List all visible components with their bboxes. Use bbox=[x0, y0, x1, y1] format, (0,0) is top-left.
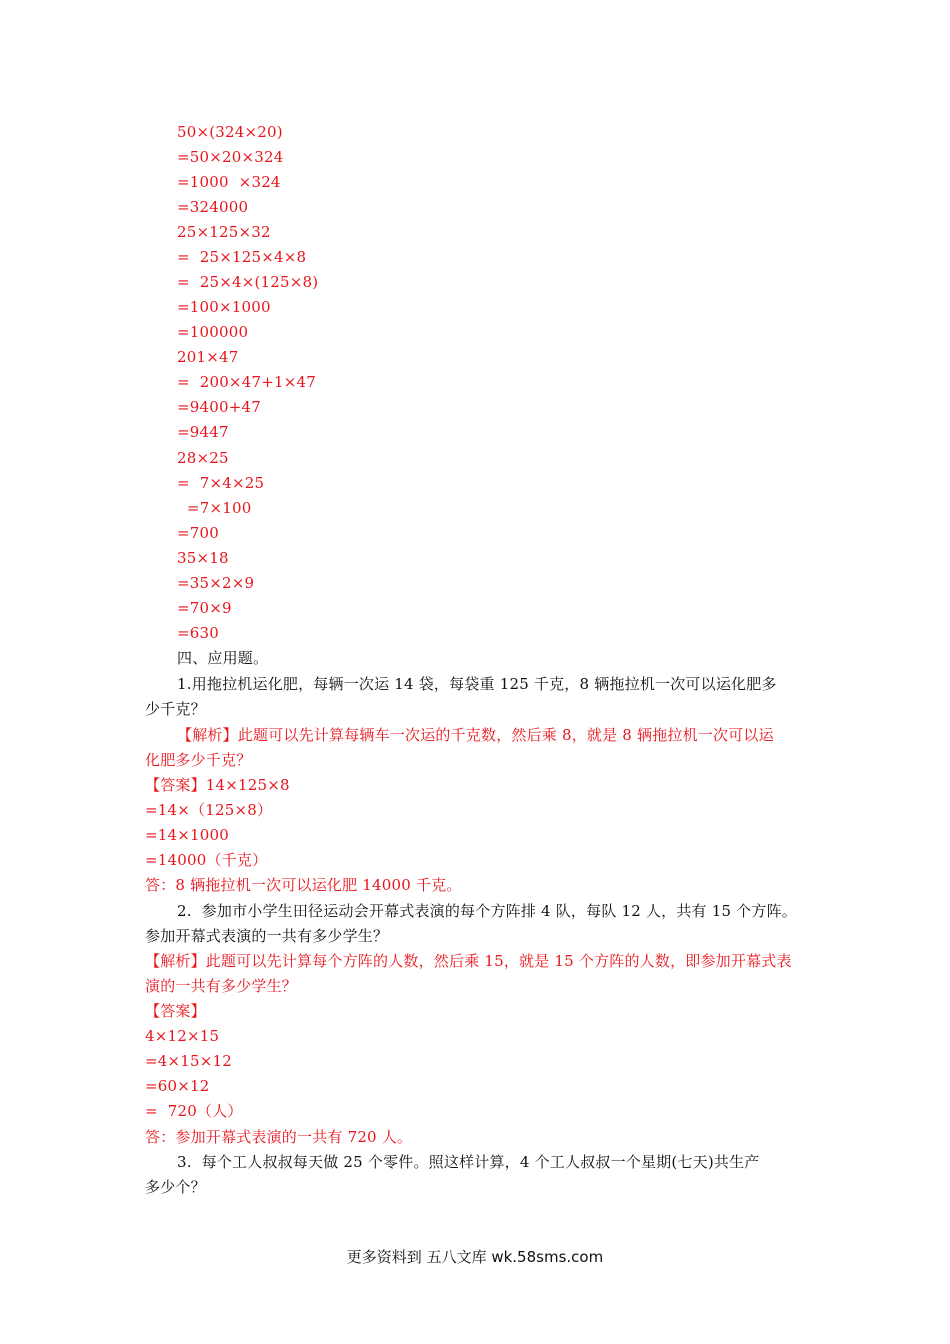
calc-line: = 25×4×(125×8) bbox=[177, 273, 319, 291]
answer-line: 4×12×15 bbox=[145, 1027, 220, 1045]
section-title: 四、应用题。 bbox=[177, 649, 269, 667]
calc-line: =9447 bbox=[177, 423, 229, 441]
calc-line: =700 bbox=[177, 524, 219, 542]
calc-line: =100000 bbox=[177, 323, 249, 341]
calc-line: 25×125×32 bbox=[177, 223, 271, 241]
calc-line: =324000 bbox=[177, 198, 249, 216]
analysis-line: 【解析】此题可以先计算每个方阵的人数，然后乘 15，就是 15 个方阵的人数，即参加开幕式表 bbox=[145, 952, 792, 970]
calc-line: =1000 ×324 bbox=[177, 173, 281, 191]
calc-line: =7×100 bbox=[177, 499, 252, 517]
calc-line: =70×9 bbox=[177, 599, 232, 617]
calc-line: =9400+47 bbox=[177, 398, 261, 416]
question-line: 2. 参加市小学生田径运动会开幕式表演的每个方阵排 4 队，每队 12 人，共有 15 个方阵。 bbox=[177, 902, 797, 920]
question-line: 多少个？ bbox=[145, 1178, 206, 1196]
answer-line: 【答案】 bbox=[145, 1002, 206, 1020]
question-line: 参加开幕式表演的一共有多少学生？ bbox=[145, 927, 389, 945]
calc-line: =100×1000 bbox=[177, 298, 271, 316]
analysis-line: 演的一共有多少学生？ bbox=[145, 977, 298, 995]
analysis-line: 化肥多少千克？ bbox=[145, 751, 252, 769]
calc-line: = 25×125×4×8 bbox=[177, 248, 307, 266]
answer-line: 答：8 辆拖拉机一次可以运化肥 14000 千克。 bbox=[145, 876, 462, 894]
question-line: 3. 每个工人叔叔每天做 25 个零件。照这样计算，4 个工人叔叔一个星期(七天)共生产 bbox=[177, 1153, 760, 1171]
answer-line: =14×（125×8） bbox=[145, 801, 273, 819]
page-footer: 更多资料到 五八文库 wk.58sms.com bbox=[346, 1248, 604, 1266]
analysis-line: 【解析】此题可以先计算每辆车一次运的千克数，然后乘 8，就是 8 辆拖拉机一次可以运 bbox=[177, 726, 774, 744]
answer-line: 答：参加开幕式表演的一共有 720 人。 bbox=[145, 1128, 413, 1146]
calc-line: = 200×47+1×47 bbox=[177, 373, 316, 391]
question-line: 1.用拖拉机运化肥，每辆一次运 14 袋，每袋重 125 千克，8 辆拖拉机一次可以运化肥多 bbox=[177, 675, 777, 693]
question-line: 少千克？ bbox=[145, 700, 206, 718]
calc-line: 50×(324×20) bbox=[177, 123, 283, 141]
calc-line: 35×18 bbox=[177, 549, 229, 567]
calc-line: = 7×4×25 bbox=[177, 474, 265, 492]
answer-line: =4×15×12 bbox=[145, 1052, 233, 1070]
answer-line: =14000（千克） bbox=[145, 851, 268, 869]
answer-line: = 720（人） bbox=[145, 1102, 243, 1120]
calc-line: 201×47 bbox=[177, 348, 239, 366]
calc-line: =630 bbox=[177, 624, 219, 642]
answer-line: =14×1000 bbox=[145, 826, 229, 844]
answer-line: =60×12 bbox=[145, 1077, 210, 1095]
calc-line: =50×20×324 bbox=[177, 148, 284, 166]
answer-line: 【答案】14×125×8 bbox=[145, 776, 290, 794]
calc-line: 28×25 bbox=[177, 449, 229, 467]
calc-line: =35×2×9 bbox=[177, 574, 255, 592]
